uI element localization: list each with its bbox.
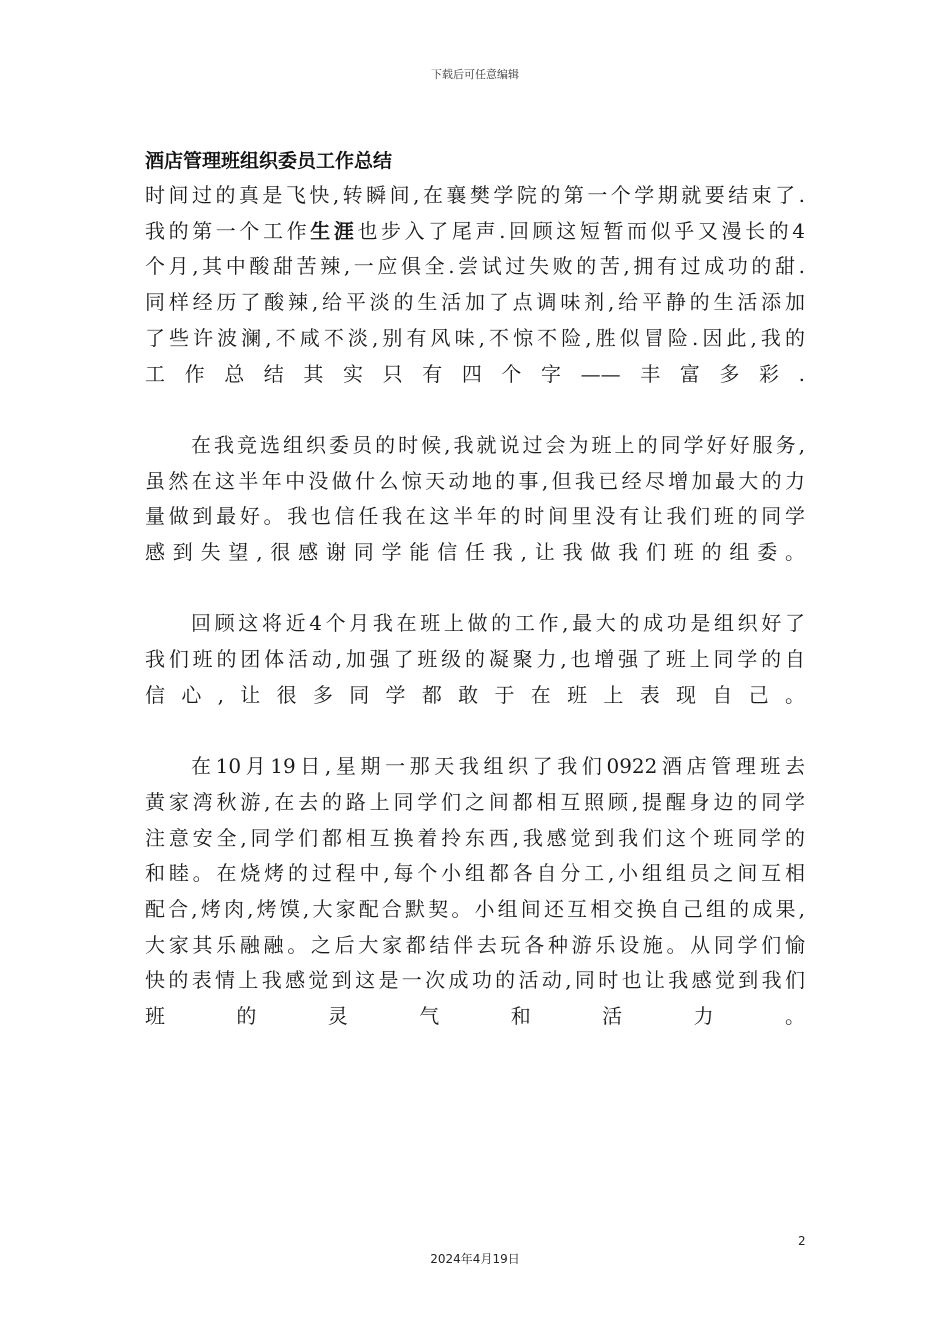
header-note: 下载后可任意编辑 xyxy=(431,68,519,81)
text-line: 信心,让很多同学都敢于在班上表现自己。 xyxy=(145,682,805,707)
page-number: 2 xyxy=(798,1234,806,1248)
text-line: 配合,烤肉,烤馍,大家配合默契。小组间还互相交换自己组的成果, xyxy=(145,897,805,922)
text-line: 注意安全,同学们都相互换着拎东西,我感觉到我们这个班同学的 xyxy=(145,825,805,850)
text-line: 感到失望,很感谢同学能信任我,让我做我们班的组委。 xyxy=(145,540,805,565)
text-line: 和睦。在烧烤的过程中,每个小组都各自分工,小组组员之间互相 xyxy=(145,861,805,886)
text-line: 工作总结其实只有四个字——丰富多彩. xyxy=(145,361,805,386)
document-title: 酒店管理班组织委员工作总结 xyxy=(145,150,393,172)
text-line: 大家其乐融融。之后大家都结伴去玩各种游乐设施。从同学们愉 xyxy=(145,932,805,957)
text-line: 个月,其中酸甜苦辣,一应俱全.尝试过失败的苦,拥有过成功的甜. xyxy=(145,254,805,279)
text-line: 时间过的真是飞快,转瞬间,在襄樊学院的第一个学期就要结束了. xyxy=(145,183,805,207)
text-segment: 我的第一个工作 xyxy=(145,218,311,243)
paragraph-4 xyxy=(145,749,805,1035)
text-line xyxy=(145,214,805,250)
text-line: 回顾这将近4个月我在班上做的工作,最大的成功是组织好了 xyxy=(191,611,805,636)
text-line: 同样经历了酸辣,给平淡的生活加了点调味剂,给平静的生活添加 xyxy=(145,290,805,315)
text-segment: 也步入了尾声.回顾这短暂而似乎又漫长的4 xyxy=(357,218,806,243)
paragraph-2 xyxy=(145,428,805,571)
text-line: 黄家湾秋游,在去的路上同学们之间都相互照顾,提醒身边的同学 xyxy=(145,789,805,814)
text-line: 虽然在这半年中没做什么惊天动地的事,但我已经尽增加最大的力 xyxy=(145,468,805,493)
text-line: 班的灵气和活力。 xyxy=(145,1004,805,1029)
highlighted-word: 生涯 xyxy=(310,218,358,243)
text-line: 我们班的团体活动,加强了班级的凝聚力,也增强了班上同学的自 xyxy=(145,647,805,672)
document-body xyxy=(145,178,805,1035)
text-line: 在我竞选组织委员的时候,我就说过会为班上的同学好好服务, xyxy=(191,432,805,457)
paragraph-3 xyxy=(145,606,805,713)
text-line: 量做到最好。我也信任我在这半年的时间里没有让我们班的同学 xyxy=(145,504,805,529)
paragraph-1 xyxy=(145,178,805,392)
footer-date: 2024年4月19日 xyxy=(430,1252,520,1266)
text-line: 了些许波澜,不咸不淡,别有风味,不惊不险,胜似冒险.因此,我的 xyxy=(145,325,805,350)
text-line: 在10月19日,星期一那天我组织了我们0922酒店管理班去 xyxy=(191,754,805,779)
text-line: 快的表情上我感觉到这是一次成功的活动,同时也让我感觉到我们 xyxy=(145,968,805,993)
